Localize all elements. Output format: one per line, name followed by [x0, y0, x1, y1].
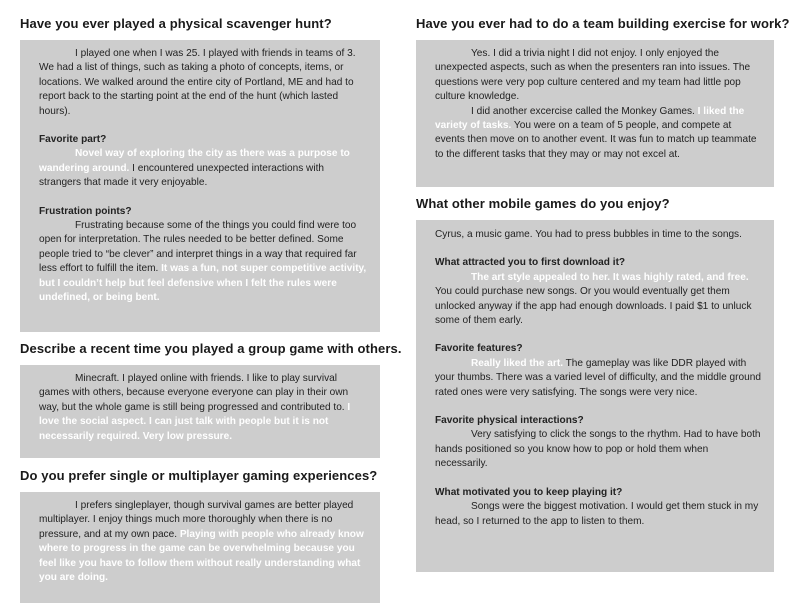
answer-text-main: Minecraft. I played online with friends. I like to play survival games with others, because everyone everyone can play in their own way, but the whole game is still being progressed and contributed to.: [39, 373, 349, 413]
highlighted-quote: I liked the variety of tasks.: [435, 105, 745, 132]
answer-text-main: I prefers singleplayer, though survival games are better played multiplayer. I enjoy things much more thoroughly when there is no pressure, and at my own pace.: [39, 500, 354, 540]
answer-text: [435, 271, 762, 329]
answer-box-mobile-games: [416, 220, 774, 572]
answer-text-rest: The gameplay was like DDR played with your thumbs. There was a varied level of difficulty, and the middle ground rated ones were very satisfying. The songs were very nice.: [435, 357, 761, 398]
highlighted-quote: It was a fun, not super competitive activity, but I couldn’t help but feel defensive when I felt the rules were undefined, or being bent.: [39, 263, 367, 304]
answer-text: Very satisfying to click the songs to the rhythm. Had to have both hands positioned so you know how to pop or hold them when necessarily.: [435, 429, 761, 470]
question-heading-mobile-games: What other mobile games do you enjoy?: [416, 196, 670, 211]
answer-text-rest: You could purchase new songs. Or you would eventually get them unlocked anyway if the app had enough downloads. I paid $1 to unluck some of them early.: [435, 286, 752, 327]
label-attracted: What attracted you to first download it?: [435, 257, 626, 269]
highlighted-quote: Playing with people who already know where to progress in the game can be overwhelming because you feel like you have to follow them without really understanding what you are doing.: [39, 528, 364, 584]
highlighted-quote: Novel way of exploring the city as there was a purpose to wandering around.: [39, 148, 350, 174]
answer-text: Cyrus, a music game. You had to press bubbles in time to the songs.: [435, 229, 742, 240]
label-physical-interactions: Favorite physical interactions?: [435, 415, 584, 427]
answer-text: [39, 499, 368, 585]
question-heading-team-building: Have you ever had to do a team building exercise for work?: [416, 16, 790, 31]
question-heading-group-game: Describe a recent time you played a group game with others.: [20, 341, 402, 356]
answer-box-scavenger-hunt: [20, 40, 380, 332]
answer-text-rest: I encountered unexpected interactions with strangers that made it very enjoyable.: [39, 162, 325, 189]
answer-text: [39, 372, 368, 444]
answer-text-rest: You were on a team of 5 people, and compete at events then move on to another event. It was fun to match up teammate to the different tasks that they may or may not excel at.: [435, 120, 757, 160]
label-frustration-points: Frustration points?: [39, 205, 132, 217]
answer-text: I played one when I was 25. I played with friends in teams of 3. We had a list of things, such as taking a photo of concepts, items, or locations. We walked around the entire city of Portland, ME and had to report back to the starting point at the end of the hunt (which lasted hours).: [39, 48, 356, 117]
answer-text: [435, 105, 762, 163]
label-motivation: What motivated you to keep playing it?: [435, 486, 623, 498]
answer-text: Songs were the biggest motivation. I would get them stuck in my head, so I returned to the app to listen to them.: [435, 501, 759, 527]
highlighted-quote: I love the social aspect. I can just talk with people but it is not necessarily required. Very low pressure.: [39, 401, 351, 442]
answer-text: Yes. I did a trivia night I did not enjoy. I only enjoyed the unexpected aspects, such as when the presenters ran into issues. The questions were very pop culture centered and my team had little pop culture knowledge.: [435, 48, 751, 103]
answer-text-main: Frustrating because some of the things you could find were too open for interpretation. The rules needed to be better defined. Some people tried to “be clever” and interpret things in a way that required far less effort to fulfill the item.: [39, 220, 357, 275]
answer-box-group-game: [20, 365, 380, 458]
answer-text: [39, 219, 368, 305]
answer-box-single-multi: [20, 492, 380, 603]
answer-box-team-building: [416, 40, 774, 187]
highlighted-quote: The art style appealed to her. It was highly rated, and free.: [471, 271, 749, 283]
answer-text: [435, 357, 762, 400]
answer-text-main: I did another excercise called the Monkey Games.: [471, 105, 698, 117]
highlighted-quote: Really liked the art.: [471, 357, 564, 369]
label-favorite-part: Favorite part?: [39, 134, 107, 146]
label-favorite-features: Favorite features?: [435, 343, 523, 355]
question-heading-single-multi: Do you prefer single or multiplayer gaming experiences?: [20, 468, 378, 483]
answer-text: [39, 147, 368, 190]
question-heading-scavenger-hunt: Have you ever played a physical scavenger hunt?: [20, 16, 332, 31]
